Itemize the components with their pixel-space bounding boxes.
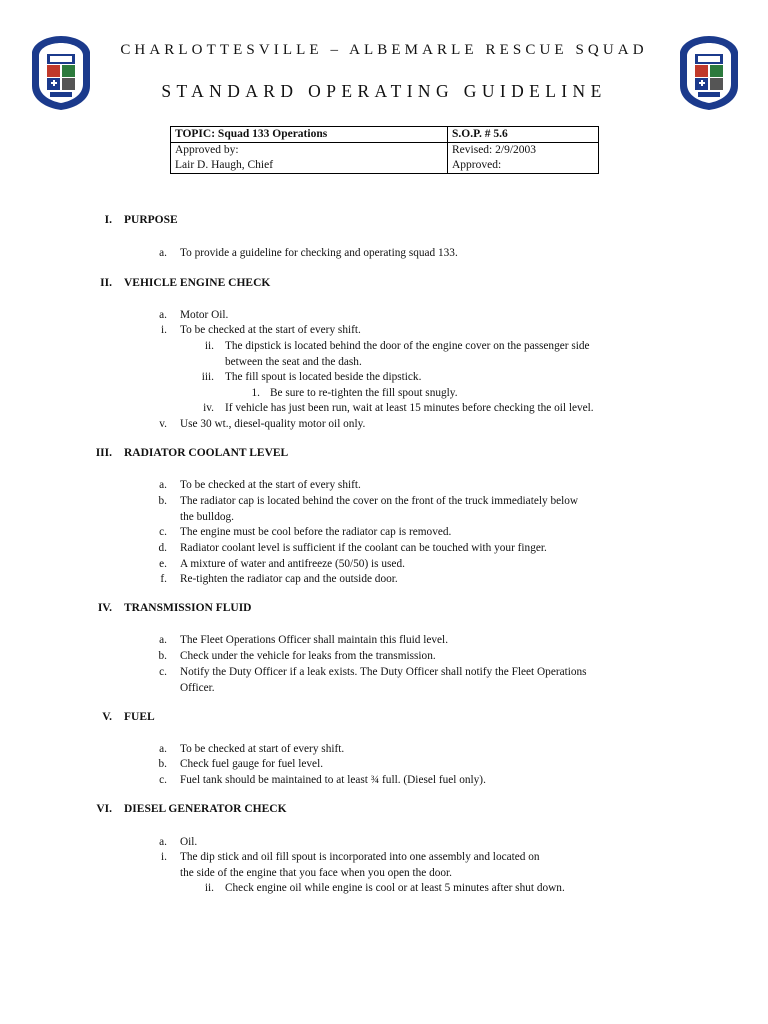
list-item-text: Oil. (180, 836, 198, 848)
list-item-text: Fuel tank should be maintained to at least ¾ full. (Diesel fuel only). (180, 774, 486, 786)
list-item-text: The dipstick is located behind the door of the engine cover on the passenger side (225, 340, 590, 352)
list-item-text: between the seat and the dash. (225, 356, 362, 368)
list-item-text: Notify the Duty Officer if a leak exists. The Duty Officer shall notify the Fleet Operations (180, 666, 587, 678)
section-number: I. (104, 214, 112, 226)
list-marker: c. (159, 666, 167, 678)
list-item-text: Officer. (180, 682, 215, 694)
list-marker: b. (158, 650, 167, 662)
sop-info-table (170, 126, 599, 174)
list-item-text: To be checked at the start of every shift. (180, 479, 361, 491)
list-item-text: The radiator cap is located behind the cover on the front of the truck immediately below (180, 495, 579, 507)
section-title: VEHICLE ENGINE CHECK (124, 277, 271, 289)
section-title: RADIATOR COOLANT LEVEL (124, 447, 289, 459)
section-title: DIESEL GENERATOR CHECK (124, 803, 287, 815)
list-item-text: Check fuel gauge for fuel level. (180, 758, 324, 770)
list-marker: f. (160, 573, 167, 585)
list-marker: iii. (201, 371, 214, 383)
list-item-text: If vehicle has just been run, wait at least 15 minutes before checking the oil level. (225, 402, 594, 414)
list-marker: c. (159, 774, 167, 786)
section-number: VI. (96, 803, 112, 815)
list-marker: d. (158, 542, 167, 554)
list-item-text: Check under the vehicle for leaks from the transmission. (180, 650, 436, 662)
approved-label: Approved: (452, 159, 502, 171)
list-marker: iv. (203, 402, 214, 414)
section-title: TRANSMISSION FLUID (124, 602, 252, 614)
topic-cell: TOPIC: Squad 133 Operations (171, 127, 448, 143)
section-number: III. (95, 447, 112, 459)
list-marker: a. (159, 309, 167, 321)
list-marker: b. (158, 495, 167, 507)
list-marker: 1. (251, 387, 260, 399)
organization-name: CHARLOTTESVILLE – ALBEMARLE RESCUE SQUAD (120, 42, 648, 58)
section-number: V. (102, 711, 112, 723)
section-number: IV. (97, 602, 112, 614)
list-item-text: Use 30 wt., diesel-quality motor oil only. (180, 418, 366, 430)
section-number: II. (100, 277, 112, 289)
list-item-text: The fill spout is located beside the dipstick. (225, 371, 422, 383)
list-marker: ii. (204, 340, 214, 352)
document-title: STANDARD OPERATING GUIDELINE (161, 81, 607, 101)
approved-by-label: Approved by: (175, 144, 239, 156)
list-item-text: the bulldog. (180, 511, 234, 523)
list-marker: v. (159, 418, 167, 430)
list-marker: ii. (204, 882, 214, 894)
sop-number-cell: S.O.P. # 5.6 (448, 127, 599, 143)
list-item-text: To be checked at the start of every shift. (180, 324, 361, 336)
section-title: FUEL (124, 711, 155, 723)
section-title: PURPOSE (124, 214, 178, 226)
list-marker: i. (161, 324, 167, 336)
list-marker: a. (159, 836, 167, 848)
chief-name: Lair D. Haugh, Chief (175, 159, 274, 171)
list-marker: a. (159, 634, 167, 646)
list-marker: e. (159, 558, 167, 570)
list-item-text: Radiator coolant level is sufficient if the coolant can be touched with your finger. (180, 542, 547, 554)
list-item-text: The Fleet Operations Officer shall maintain this fluid level. (180, 634, 449, 646)
approved-by-cell (171, 143, 448, 174)
revision-cell (448, 143, 599, 174)
list-marker: a. (159, 479, 167, 491)
revised-date: Revised: 2/9/2003 (452, 144, 537, 156)
list-marker: c. (159, 526, 167, 538)
list-marker: a. (159, 743, 167, 755)
list-item-text: A mixture of water and antifreeze (50/50) is used. (180, 558, 405, 570)
list-item-text: the side of the engine that you face when you open the door. (180, 867, 452, 879)
list-marker: i. (161, 851, 167, 863)
list-item-text: Check engine oil while engine is cool or at least 5 minutes after shut down. (225, 882, 565, 894)
list-item-text: The dip stick and oil fill spout is incorporated into one assembly and located on (180, 851, 540, 863)
list-item-text: To provide a guideline for checking and operating squad 133. (180, 247, 458, 259)
list-marker: a. (159, 247, 167, 259)
list-item-text: To be checked at start of every shift. (180, 743, 345, 755)
list-item-text: Motor Oil. (180, 309, 229, 321)
list-item-text: The engine must be cool before the radiator cap is removed. (180, 526, 452, 538)
list-item-text: Re-tighten the radiator cap and the outside door. (180, 573, 398, 585)
list-item-text: Be sure to re-tighten the fill spout snugly. (270, 387, 458, 399)
list-marker: b. (158, 758, 167, 770)
